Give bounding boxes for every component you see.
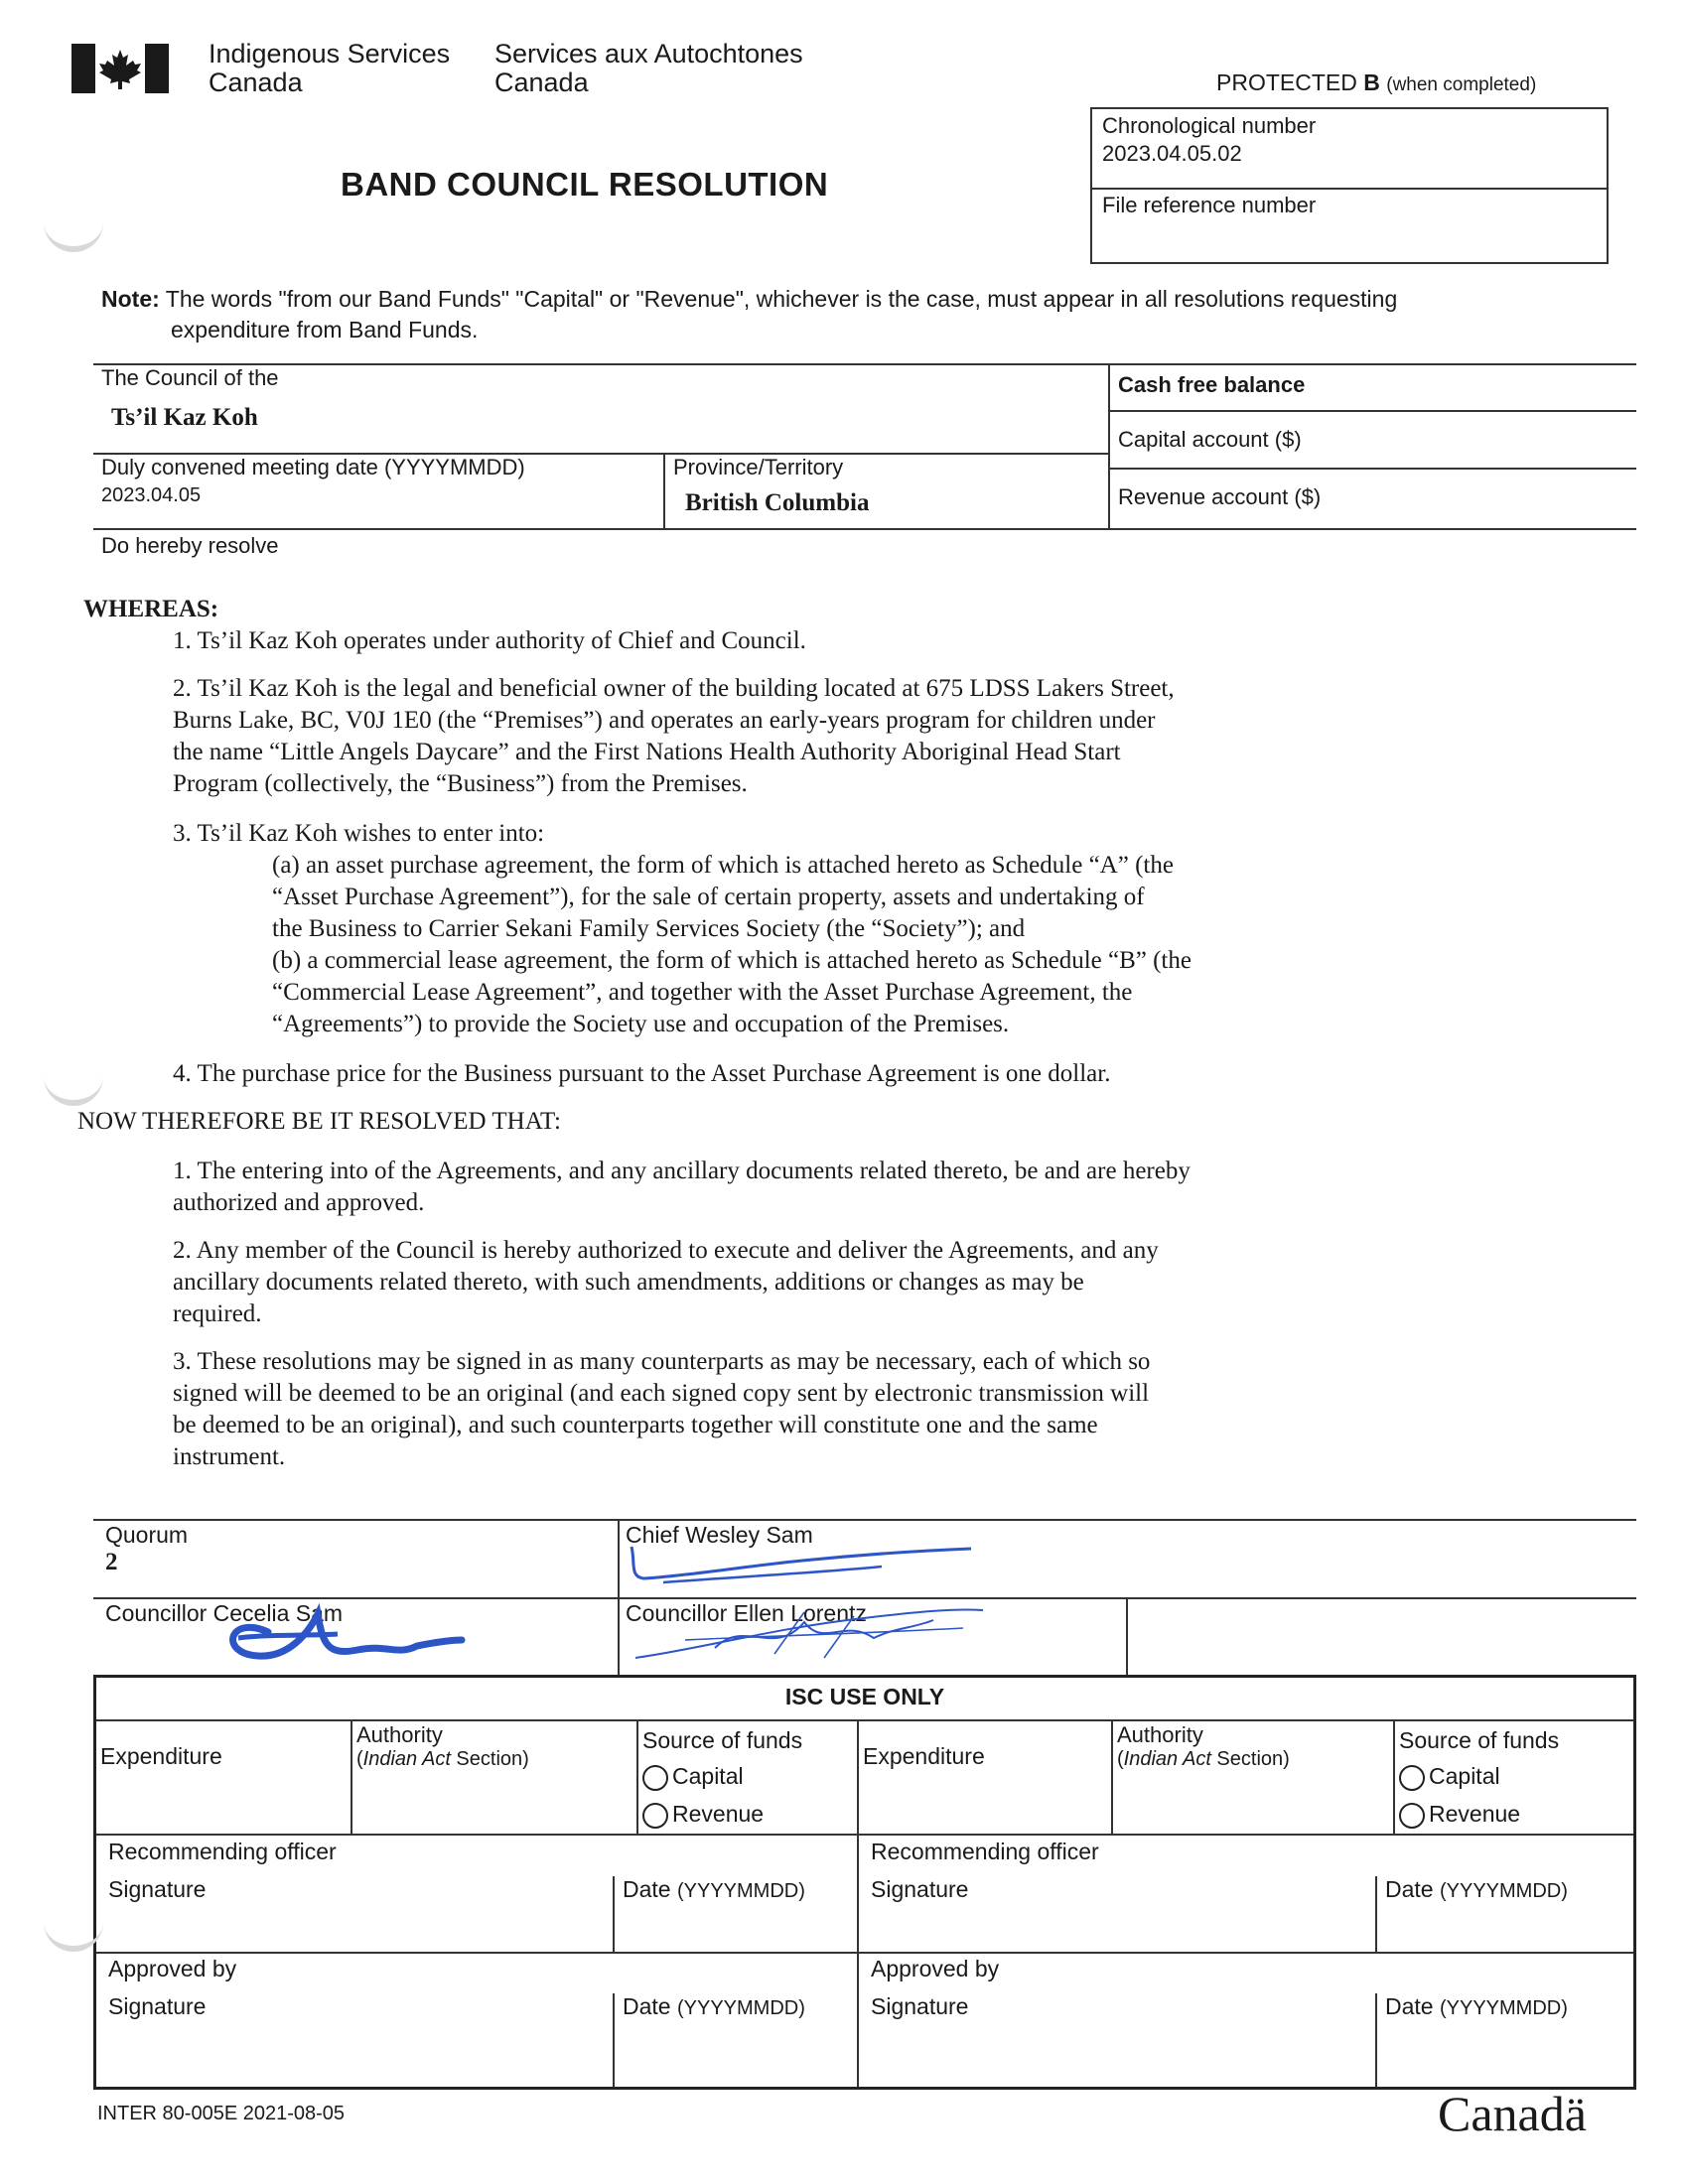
- chrono-number-value[interactable]: 2023.04.05.02: [1102, 141, 1242, 166]
- isc-revenue-radio[interactable]: Revenue: [642, 1801, 764, 1829]
- councillor-2-signature-icon: [626, 1598, 993, 1668]
- department-name-fr: Services aux Autochtones Canada: [494, 39, 803, 97]
- isc-date-label: Date (YYYYMMDD): [1385, 1993, 1568, 2019]
- file-reference-label: File reference number: [1102, 193, 1317, 217]
- form-id: INTER 80-005E 2021-08-05: [97, 2103, 346, 2124]
- meeting-date-value[interactable]: 2023.04.05: [101, 484, 202, 506]
- radio-circle-icon[interactable]: [642, 1803, 668, 1829]
- isc-signature-label: Signature: [108, 1876, 207, 1902]
- chief-signature-icon: [624, 1537, 981, 1596]
- isc-expenditure-label: Expenditure: [100, 1743, 222, 1769]
- isc-capital-radio[interactable]: Capital: [642, 1763, 744, 1791]
- resolved-heading: NOW THEREFORE BE IT RESOLVED THAT:: [77, 1108, 561, 1135]
- council-name-value[interactable]: Ts’il Kaz Koh: [111, 404, 258, 431]
- punch-hole-icon: [44, 1070, 103, 1106]
- isc-signature-label: Signature: [871, 1993, 969, 2019]
- whereas-3-intro: 3. Ts’il Kaz Koh wishes to enter into:: [173, 820, 545, 847]
- isc-recommending-label: Recommending officer: [871, 1839, 1099, 1864]
- meeting-date-label: Duly convened meeting date (YYYYMMDD): [101, 455, 525, 479]
- council-label: The Council of the: [101, 365, 279, 390]
- note-text: Note: The words "from our Band Funds" "Capital" or "Revenue", whichever is the case, must appear in all resolutions requesting expenditure from Band Funds.: [101, 286, 1398, 342]
- isc-recommending-label: Recommending officer: [108, 1839, 337, 1864]
- province-value[interactable]: British Columbia: [685, 489, 870, 516]
- radio-circle-icon[interactable]: [1399, 1803, 1425, 1829]
- isc-source-label: Source of funds: [1399, 1727, 1560, 1753]
- isc-expenditure-label: Expenditure: [863, 1743, 985, 1769]
- province-label: Province/Territory: [673, 455, 844, 479]
- canada-flag-icon: [71, 44, 169, 93]
- isc-date-label: Date (YYYYMMDD): [1385, 1876, 1568, 1902]
- isc-revenue-radio[interactable]: Revenue: [1399, 1801, 1520, 1829]
- chrono-reference-box: [1090, 107, 1609, 264]
- isc-source-label: Source of funds: [642, 1727, 803, 1753]
- isc-capital-radio[interactable]: Capital: [1399, 1763, 1500, 1791]
- councillor-1-signature-icon: [209, 1594, 467, 1674]
- isc-date-label: Date (YYYYMMDD): [623, 1876, 805, 1902]
- chrono-number-label: Chronological number: [1102, 113, 1317, 138]
- isc-authority-label: Authority (Indian Act Section): [1117, 1722, 1290, 1770]
- isc-heading: ISC USE ONLY: [784, 1684, 945, 1709]
- resolved-1: 1. The entering into of the Agreements, and any ancillary documents related thereto, be and are hereby authorized and approved.: [173, 1158, 1191, 1216]
- councillor-2-signature-label: Councillor Ellen Lorentz: [626, 1600, 867, 1626]
- capital-account-label: Capital account ($): [1118, 427, 1302, 452]
- cash-free-balance-label: Cash free balance: [1118, 372, 1306, 397]
- resolve-label: Do hereby resolve: [101, 533, 279, 558]
- whereas-3-items: (a) an asset purchase agreement, the form of which is attached hereto as Schedule “A” (the “Asset Purchase Agreement”), for the sale of certain property, assets and undertaking of the Business to Carrier Sekani Family Services Society (the “Society”); and (b) a commercial lease agreement, the form of which is attached hereto as Schedule “B” (the “Commercial Lease Agreement”, and together with the Asset Purchase Agreement, the “Agreements”) to provide the Society use and occupation of the Premises.: [272, 852, 1192, 1037]
- radio-circle-icon[interactable]: [642, 1765, 668, 1791]
- whereas-4: 4. The purchase price for the Business pursuant to the Asset Purchase Agreement is one dollar.: [173, 1060, 1111, 1087]
- chief-signature-label: Chief Wesley Sam: [626, 1522, 813, 1548]
- department-name-en: Indigenous Services Canada: [209, 39, 451, 97]
- page-title: BAND COUNCIL RESOLUTION: [341, 166, 829, 203]
- punch-hole-icon: [44, 216, 103, 252]
- canada-wordmark: Canadä: [1438, 2086, 1587, 2141]
- councillor-1-signature-label: Councillor Cecelia Sam: [105, 1600, 344, 1626]
- isc-date-label: Date (YYYYMMDD): [623, 1993, 805, 2019]
- radio-circle-icon[interactable]: [1399, 1765, 1425, 1791]
- whereas-heading: WHEREAS:: [83, 596, 219, 622]
- quorum-value[interactable]: 2: [105, 1549, 118, 1575]
- isc-signature-label: Signature: [871, 1876, 969, 1902]
- resolved-2: 2. Any member of the Council is hereby authorized to execute and deliver the Agreements, and any ancillary documents related thereto, with such amendments, additions or changes as may be required.: [173, 1237, 1159, 1327]
- whereas-2: 2. Ts’il Kaz Koh is the legal and beneficial owner of the building located at 675 LDSS Lakers Street, Burns Lake, BC, V0J 1E0 (the “Premises”) and operates an early-years program for children under the name “Little Angels Daycare” and the First Nations Health Authority Aboriginal Head Start Program (collectively, the “Business”) from the Premises.: [173, 675, 1175, 797]
- isc-authority-label: Authority (Indian Act Section): [356, 1722, 529, 1770]
- quorum-label: Quorum: [105, 1522, 189, 1548]
- isc-signature-label: Signature: [108, 1993, 207, 2019]
- whereas-1: 1. Ts’il Kaz Koh operates under authority of Chief and Council.: [173, 627, 806, 654]
- isc-approved-label: Approved by: [108, 1956, 237, 1981]
- revenue-account-label: Revenue account ($): [1118, 484, 1322, 509]
- isc-use-only-box: [93, 1675, 1636, 2090]
- resolved-3: 3. These resolutions may be signed in as many counterparts as may be necessary, each of which so signed will be deemed to be an original (and each signed copy sent by electronic transmission will be deemed to be an original), and such counterparts together will constitute one and the same instrument.: [173, 1348, 1151, 1470]
- protected-b-label: PROTECTED B (when completed): [1216, 69, 1537, 95]
- isc-approved-label: Approved by: [871, 1956, 1000, 1981]
